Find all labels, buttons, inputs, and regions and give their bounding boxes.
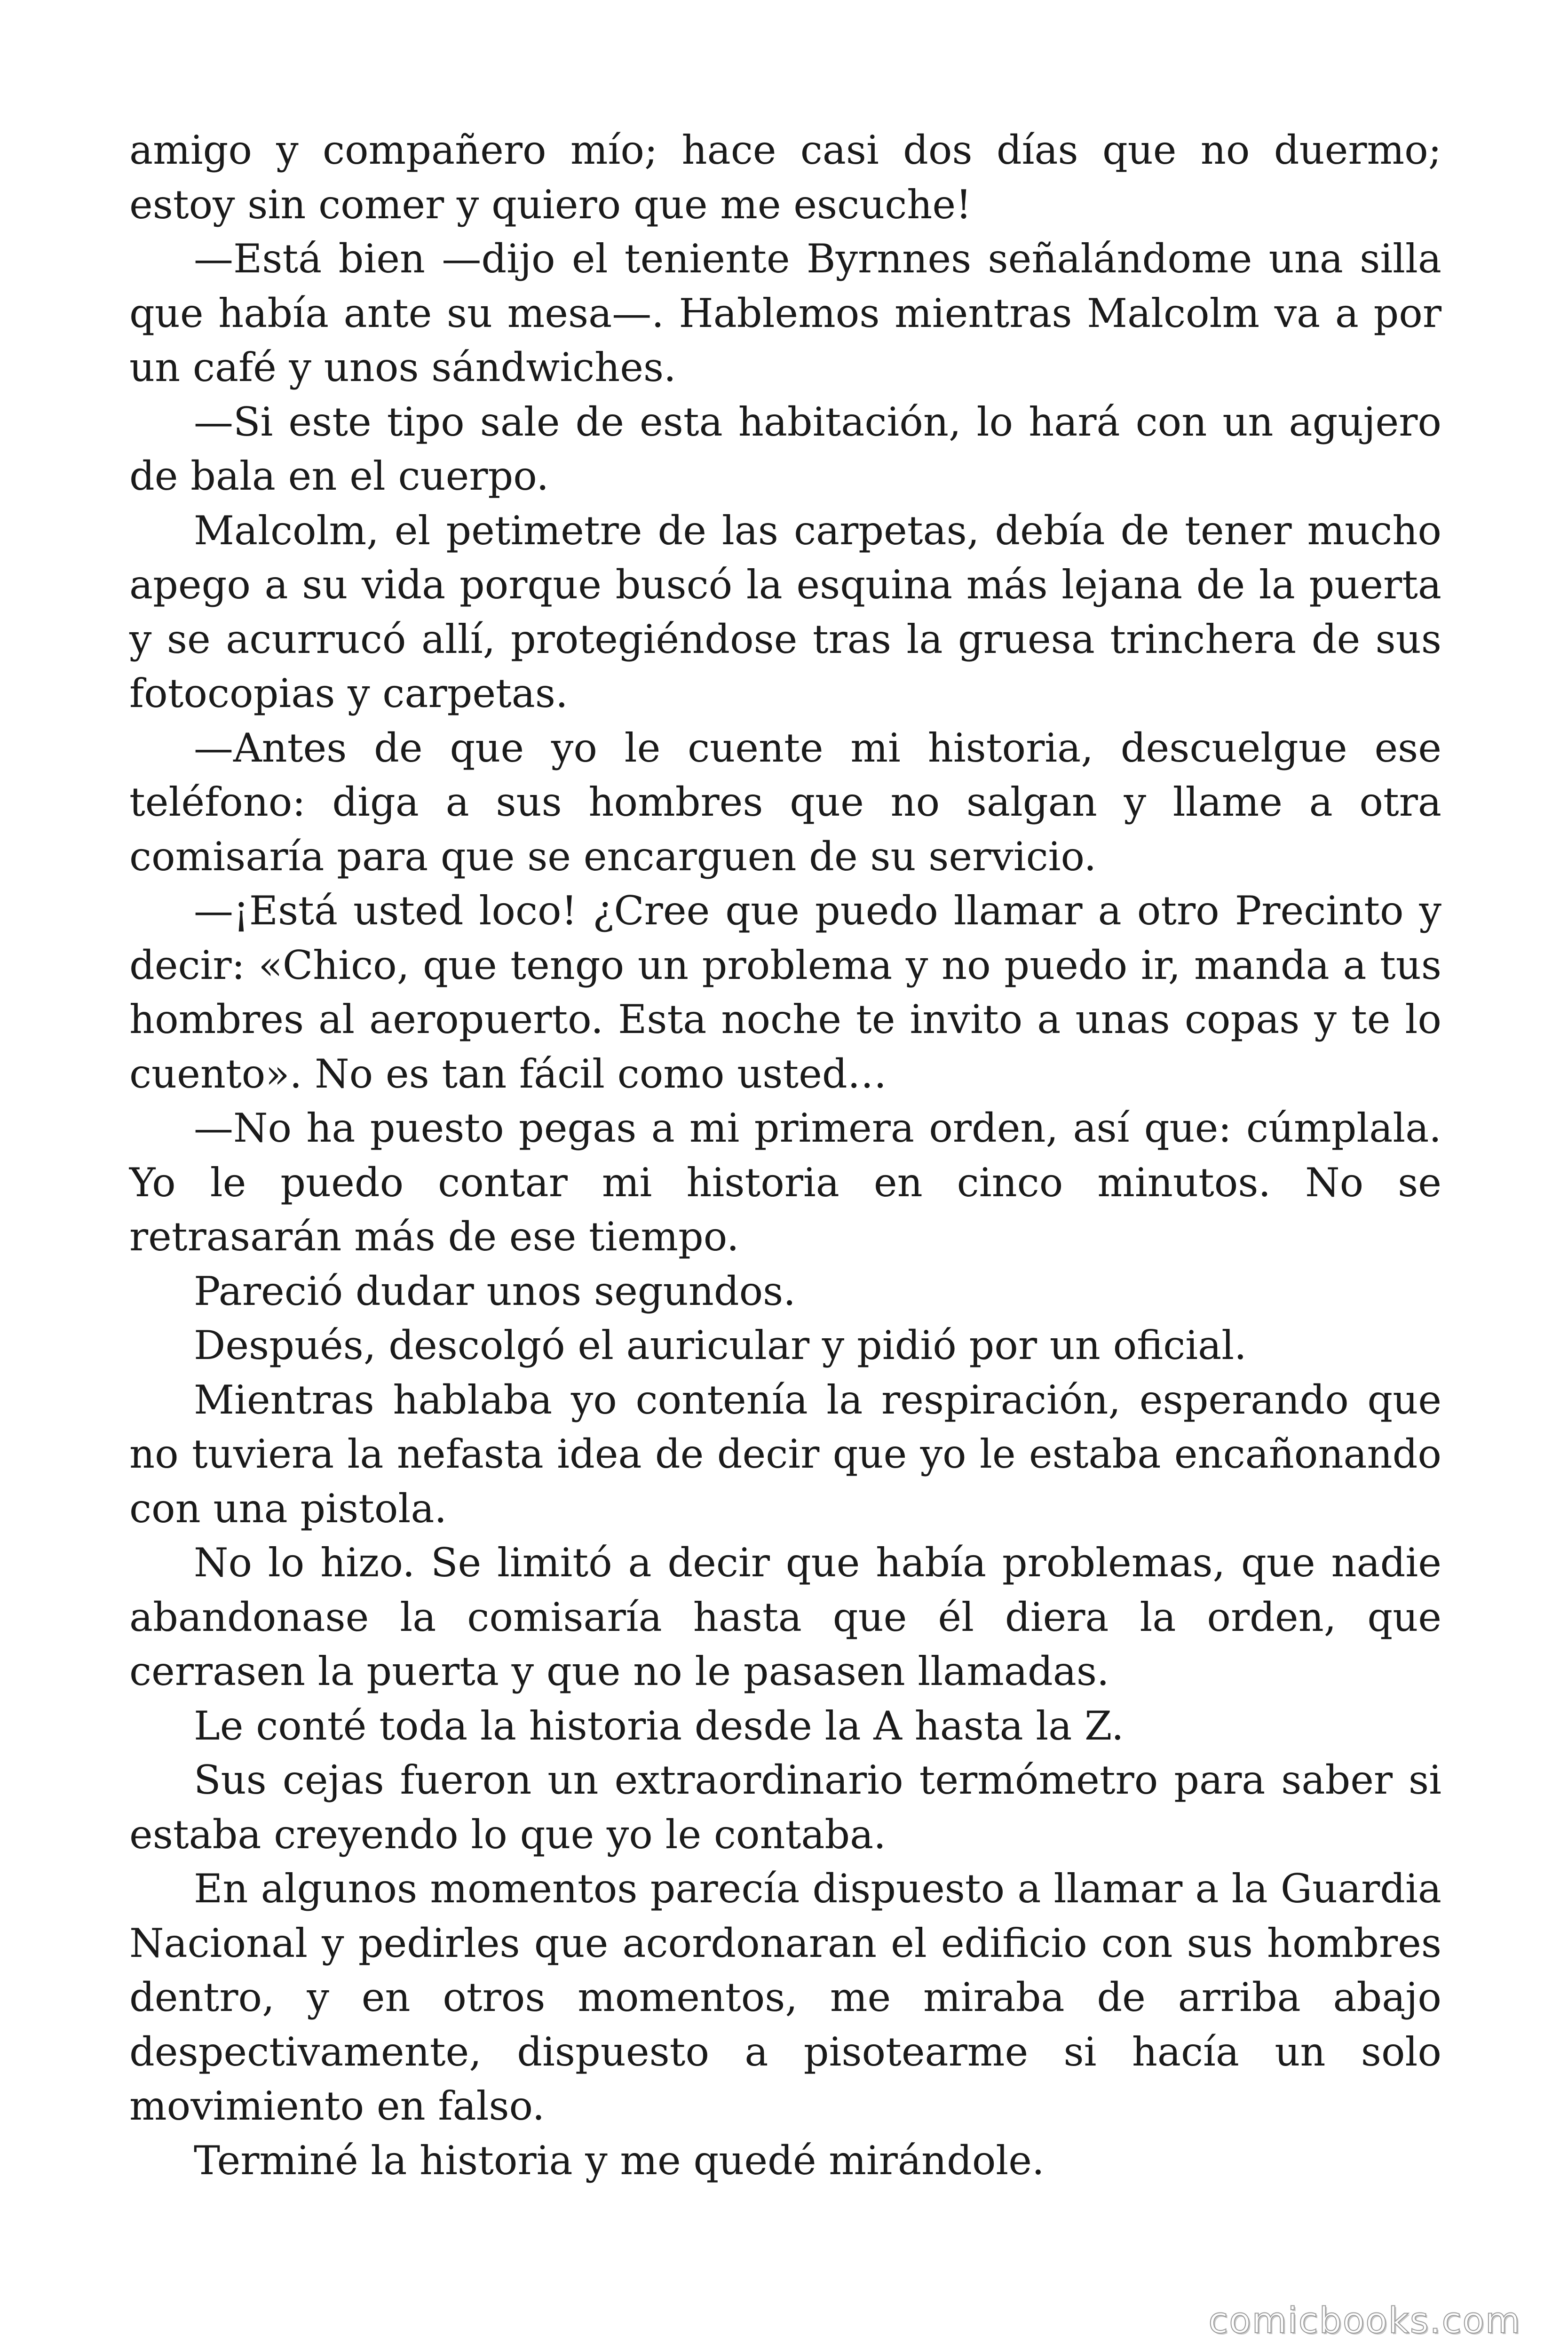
paragraph: Terminé la historia y me quedé mirándole. bbox=[194, 2137, 1045, 2184]
paragraph: No lo hizo. Se limitó a decir que había problemas, que nadie abandonase la comisaría hasta que él diera la orden, que cerrasen la puerta y que no le pasasen llamadas. bbox=[129, 1540, 1441, 1694]
paragraph: Mientras hablaba yo contenía la respiración, esperando que no tuviera la nefasta idea de decir que yo le estaba encañonando con una pistola. bbox=[129, 1376, 1441, 1532]
paragraph: —¡Está usted loco! ¿Cree que puedo llamar a otro Precinto y decir: «Chico, que tengo un problema y no puedo ir, manda a tus hombres al aeropuerto. Esta noche te invito a unas copas y te lo cuento». No es tan fácil como usted… bbox=[129, 888, 1441, 1097]
body-text bbox=[129, 123, 1441, 2188]
paragraph: Le conté toda la historia desde la A hasta la Z. bbox=[194, 1702, 1124, 1749]
watermark: comicbooks.com bbox=[1208, 2299, 1521, 2341]
paragraph: —No ha puesto pegas a mi primera orden, así que: cúmplala. Yo le puedo contar mi historia en cinco minutos. No se retrasarán más de ese tiempo. bbox=[129, 1105, 1441, 1260]
paragraph: Pareció dudar unos segundos. bbox=[194, 1268, 796, 1314]
paragraph: Sus cejas fueron un extraordinario termómetro para saber si estaba creyendo lo que yo le contaba. bbox=[129, 1757, 1441, 1858]
paragraph: —Antes de que yo le cuente mi historia, descuelgue ese teléfono: diga a sus hombres que no salgan y llame a otra comisaría para que se encarguen de su servicio. bbox=[129, 724, 1441, 880]
paragraph: —Está bien —dijo el teniente Byrnnes señalándome una silla que había ante su mesa—. Hablemos mientras Malcolm va a por un café y unos sándwiches. bbox=[129, 236, 1441, 390]
paragraph: amigo y compañero mío; hace casi dos días que no duermo; estoy sin comer y quiero que me escuche! bbox=[129, 127, 1441, 228]
paragraph: —Si este tipo sale de esta habitación, lo hará con un agujero de bala en el cuerpo. bbox=[129, 398, 1441, 499]
paragraph: En algunos momentos parecía dispuesto a llamar a la Guardia Nacional y pedirles que acordonaran el edificio con sus hombres dentro, y en otros momentos, me miraba de arriba abajo despectivamente, dispuesto a pisotearme si hacía un solo movimiento en falso. bbox=[129, 1866, 1441, 2129]
paragraph: Malcolm, el petimetre de las carpetas, debía de tener mucho apego a su vida porque buscó la esquina más lejana de la puerta y se acurrucó allí, protegiéndose tras la gruesa trinchera de sus fotocopias y carpetas. bbox=[129, 507, 1441, 716]
paragraph: Después, descolgó el auricular y pidió por un oficial. bbox=[194, 1322, 1247, 1368]
